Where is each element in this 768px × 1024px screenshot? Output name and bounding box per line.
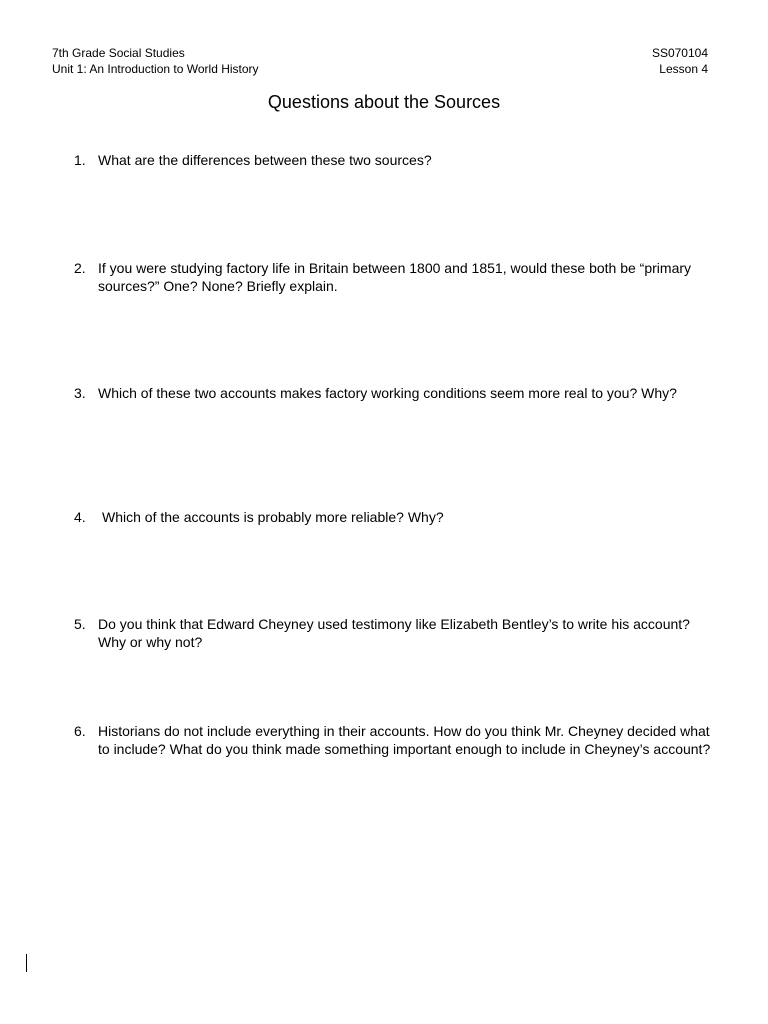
question-text: Do you think that Edward Cheyney used testimony like Elizabeth Bentley’s to write his account? Why or why not? — [98, 616, 690, 650]
course-label: 7th Grade Social Studies — [52, 46, 185, 60]
question-text: If you were studying factory life in Britain between 1800 and 1851, would these both be “primary sources?” One? None? Briefly explain. — [98, 260, 692, 294]
question-text: Which of the accounts is probably more reliable? Why? — [102, 509, 444, 525]
question-4 — [74, 508, 714, 526]
text-cursor[interactable] — [26, 954, 27, 972]
page-title: Questions about the Sources — [267, 92, 501, 112]
question-1 — [74, 151, 714, 169]
question-number: 3. — [74, 385, 86, 401]
question-5 — [74, 615, 714, 651]
question-text: What are the differences between these two sources? — [98, 152, 432, 168]
question-number: 6. — [74, 723, 86, 739]
question-3 — [74, 384, 714, 402]
question-6 — [74, 722, 714, 758]
question-text: Which of these two accounts makes factory working conditions seem more real to you? Why? — [98, 385, 677, 401]
question-text: Historians do not include everything in their accounts. How do you think Mr. Cheyney decided what to include? What do you think made something important enough to include in Cheyney’s account? — [98, 723, 711, 757]
question-number: 5. — [74, 616, 86, 632]
unit-label: Unit 1: An Introduction to World History — [52, 62, 259, 76]
question-2 — [74, 259, 714, 295]
question-number: 2. — [74, 260, 86, 276]
lesson-label: Lesson 4 — [659, 62, 708, 76]
question-number: 4. — [74, 509, 86, 525]
document-code: SS070104 — [651, 46, 708, 60]
question-number: 1. — [74, 152, 86, 168]
